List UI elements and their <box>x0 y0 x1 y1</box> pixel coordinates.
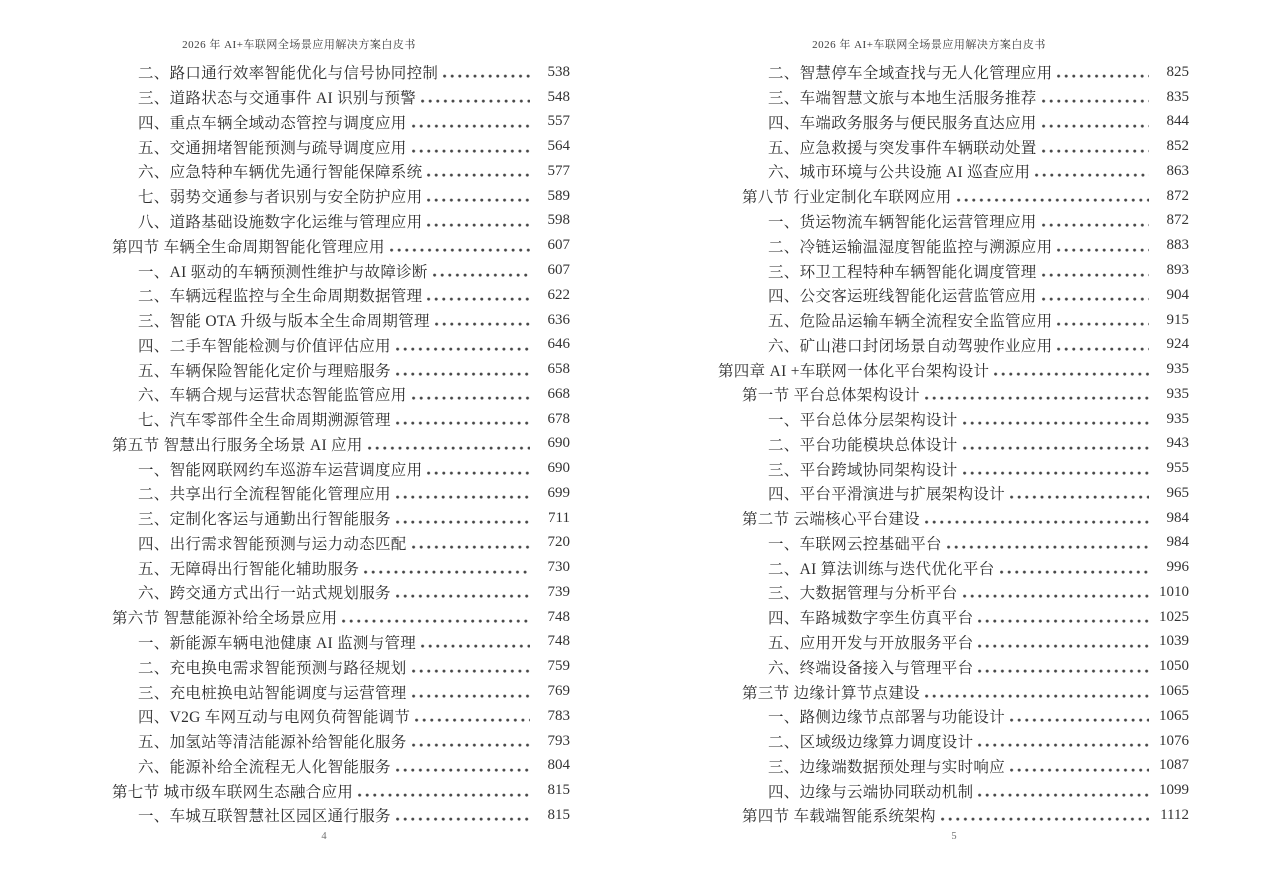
toc-entry[interactable] <box>0 679 630 704</box>
toc-entry-title: 六、跨交通方式出行一站式规划服务 <box>138 585 391 603</box>
dot-leader <box>1042 223 1149 227</box>
dot-leader <box>1057 323 1149 327</box>
toc-entry[interactable] <box>0 481 630 506</box>
toc-entry-title: 三、环卫工程特种车辆智能化调度管理 <box>768 263 1037 281</box>
toc-entry-pagenum: 1065 <box>1159 683 1189 700</box>
toc-entry[interactable] <box>630 159 1260 184</box>
toc-entry[interactable] <box>630 531 1260 556</box>
toc-entry-pagenum: 636 <box>547 311 570 328</box>
toc-entry-pagenum: 943 <box>1166 435 1189 452</box>
dot-leader <box>412 149 530 153</box>
dot-leader <box>396 422 530 426</box>
toc-entry[interactable] <box>630 679 1260 704</box>
toc-entry[interactable] <box>0 555 630 580</box>
dot-leader <box>443 75 530 79</box>
dot-leader <box>358 793 530 797</box>
toc-entry-pagenum: 915 <box>1166 311 1189 328</box>
toc-entry[interactable] <box>0 110 630 135</box>
toc-entry[interactable] <box>630 258 1260 283</box>
dot-leader <box>1000 570 1149 574</box>
toc-entry[interactable] <box>0 159 630 184</box>
toc-entry-title: 三、大数据管理与分析平台 <box>768 585 958 603</box>
toc-entry-title: 四、边缘与云端协同联动机制 <box>768 783 974 801</box>
toc-entry-title: 第四节 车辆全生命周期智能化管理应用 <box>112 238 385 256</box>
toc-entry[interactable] <box>630 555 1260 580</box>
dot-leader <box>963 471 1149 475</box>
toc-entry-title: 第一节 平台总体架构设计 <box>742 387 920 405</box>
toc-entry-pagenum: 668 <box>547 385 570 402</box>
dot-leader <box>963 446 1149 450</box>
toc-entry-pagenum: 622 <box>547 286 570 303</box>
toc-entry-pagenum: 984 <box>1166 534 1189 551</box>
page-number-footer-right: 5 <box>951 830 957 842</box>
dot-leader <box>412 694 530 698</box>
toc-entry[interactable] <box>0 407 630 432</box>
toc-entry-pagenum: 965 <box>1166 484 1189 501</box>
toc-entry[interactable] <box>630 283 1260 308</box>
toc-entry-title: 一、AI 驱动的车辆预测性维护与故障诊断 <box>138 263 428 281</box>
dot-leader <box>978 644 1149 648</box>
toc-entry-pagenum: 730 <box>547 559 570 576</box>
dot-leader <box>1057 347 1149 351</box>
toc-entry-title: 四、平台平滑演进与扩展架构设计 <box>768 486 1006 504</box>
toc-entry[interactable] <box>630 407 1260 432</box>
toc-entry-pagenum: 748 <box>547 633 570 650</box>
toc-entry-pagenum: 984 <box>1166 509 1189 526</box>
dot-leader <box>978 744 1149 748</box>
toc-entry-pagenum: 1010 <box>1159 583 1189 600</box>
toc-entry[interactable] <box>630 431 1260 456</box>
toc-entry[interactable] <box>0 729 630 754</box>
toc-entry-pagenum: 646 <box>547 336 570 353</box>
toc-entry[interactable] <box>0 233 630 258</box>
toc-entry-pagenum: 955 <box>1166 460 1189 477</box>
toc-entry-pagenum: 1039 <box>1159 633 1189 650</box>
toc-entry-pagenum: 793 <box>547 732 570 749</box>
toc-entry-title: 第四章 AI +车联网一体化平台架构设计 <box>718 362 990 380</box>
toc-entry-title: 六、矿山港口封闭场景自动驾驶作业应用 <box>768 337 1053 355</box>
toc-entry-pagenum: 815 <box>547 782 570 799</box>
dot-leader <box>396 521 530 525</box>
dot-leader <box>396 818 530 822</box>
toc-entry-title: 五、应急救援与突发事件车辆联动处置 <box>768 139 1037 157</box>
dot-leader <box>421 644 530 648</box>
dot-leader <box>396 496 530 500</box>
dot-leader <box>925 694 1149 698</box>
toc-entry-title: 一、智能网联网约车巡游车运营调度应用 <box>138 461 423 479</box>
dot-leader <box>433 273 530 277</box>
toc-entry-title: 三、边缘端数据预处理与实时响应 <box>768 758 1006 776</box>
toc-entry-title: 第五节 智慧出行服务全场景 AI 应用 <box>112 436 363 454</box>
toc-entry-title: 四、二手车智能检测与价值评估应用 <box>138 337 391 355</box>
toc-entry-title: 四、重点车辆全域动态管控与调度应用 <box>138 114 407 132</box>
toc-entry-pagenum: 759 <box>547 658 570 675</box>
dot-leader <box>412 744 530 748</box>
toc-entry[interactable] <box>630 506 1260 531</box>
dot-leader <box>1042 124 1149 128</box>
toc-entry[interactable] <box>630 85 1260 110</box>
toc-entry[interactable] <box>0 580 630 605</box>
toc-entry-pagenum: 872 <box>1166 187 1189 204</box>
toc-entry-title: 二、AI 算法训练与迭代优化平台 <box>768 560 995 578</box>
toc-entry-pagenum: 607 <box>547 237 570 254</box>
toc-entry[interactable] <box>630 654 1260 679</box>
toc-entry-pagenum: 935 <box>1166 385 1189 402</box>
toc-entry-pagenum: 835 <box>1166 88 1189 105</box>
toc-page-right <box>630 0 1260 895</box>
toc-entry-pagenum: 739 <box>547 583 570 600</box>
dot-leader <box>1035 174 1149 178</box>
toc-entry-title: 一、新能源车辆电池健康 AI 监测与管理 <box>138 634 417 652</box>
toc-entry-pagenum: 577 <box>547 162 570 179</box>
toc-entry-pagenum: 548 <box>547 88 570 105</box>
dot-leader <box>963 422 1149 426</box>
toc-entry-pagenum: 883 <box>1166 237 1189 254</box>
toc-entry-pagenum: 538 <box>547 63 570 80</box>
toc-entry-pagenum: 893 <box>1166 262 1189 278</box>
dot-leader <box>1042 149 1149 153</box>
toc-entry-title: 第二节 云端核心平台建设 <box>742 511 920 529</box>
dot-leader <box>412 124 530 128</box>
toc-entry-title: 三、道路状态与交通事件 AI 识别与预警 <box>138 90 417 108</box>
toc-entry-pagenum: 872 <box>1166 212 1189 229</box>
dot-leader <box>412 397 530 401</box>
toc-entry-pagenum: 935 <box>1166 410 1189 427</box>
toc-entry-title: 三、定制化客运与通勤出行智能服务 <box>138 511 391 529</box>
toc-entry-pagenum: 783 <box>547 707 570 724</box>
toc-entry-title: 二、智慧停车全域查找与无人化管理应用 <box>768 65 1053 83</box>
toc-entry-pagenum: 690 <box>547 460 570 477</box>
dot-leader <box>412 545 530 549</box>
toc-entry-title: 二、共享出行全流程智能化管理应用 <box>138 486 391 504</box>
toc-entry-title: 第八节 行业定制化车联网应用 <box>742 189 952 207</box>
toc-entry-pagenum: 1025 <box>1159 608 1189 625</box>
dot-leader <box>368 446 530 450</box>
dot-leader <box>1042 100 1149 104</box>
dot-leader <box>925 397 1149 401</box>
toc-entry[interactable] <box>630 456 1260 481</box>
toc-entry[interactable] <box>0 209 630 234</box>
toc-entry-pagenum: 564 <box>547 138 570 155</box>
toc-entry-pagenum: 658 <box>547 361 570 378</box>
dot-leader <box>978 620 1149 624</box>
dot-leader <box>421 100 530 104</box>
toc-entry[interactable] <box>0 605 630 630</box>
toc-entry[interactable] <box>0 704 630 729</box>
toc-entry-title: 一、车联网云控基础平台 <box>768 535 942 553</box>
toc-entry-pagenum: 769 <box>547 683 570 700</box>
dot-leader <box>994 372 1149 376</box>
dot-leader <box>396 347 530 351</box>
toc-entry-pagenum: 699 <box>547 484 570 501</box>
toc-entry-title: 六、能源补给全流程无人化智能服务 <box>138 758 391 776</box>
dot-leader <box>978 793 1149 797</box>
toc-entry-pagenum: 690 <box>547 435 570 452</box>
toc-entry-title: 第七节 城市级车联网生态融合应用 <box>112 783 354 801</box>
toc-list-left <box>0 60 630 828</box>
toc-entry-pagenum: 1050 <box>1159 658 1189 675</box>
toc-entry[interactable] <box>0 184 630 209</box>
dot-leader <box>963 595 1149 599</box>
dot-leader <box>396 595 530 599</box>
toc-list-right <box>630 60 1260 828</box>
dot-leader <box>396 372 530 376</box>
toc-entry[interactable] <box>0 332 630 357</box>
toc-entry-title: 二、路口通行效率智能优化与信号协同控制 <box>138 65 439 83</box>
toc-entry[interactable] <box>0 531 630 556</box>
dot-leader <box>412 669 530 673</box>
dot-leader <box>427 223 530 227</box>
toc-entry-pagenum: 720 <box>547 534 570 551</box>
toc-entry-title: 一、货运物流车辆智能化运营管理应用 <box>768 213 1037 231</box>
toc-entry-title: 五、危险品运输车辆全流程安全监管应用 <box>768 313 1053 331</box>
toc-entry-title: 二、平台功能模块总体设计 <box>768 436 958 454</box>
toc-entry-pagenum: 557 <box>547 113 570 130</box>
toc-entry-pagenum: 844 <box>1166 113 1189 130</box>
toc-entry[interactable] <box>630 778 1260 803</box>
toc-entry-title: 八、道路基础设施数字化运维与管理应用 <box>138 213 423 231</box>
dot-leader <box>957 199 1149 203</box>
toc-entry-pagenum: 748 <box>547 608 570 625</box>
toc-entry-title: 五、应用开发与开放服务平台 <box>768 634 974 652</box>
toc-entry[interactable] <box>0 456 630 481</box>
toc-entry[interactable] <box>0 60 630 85</box>
toc-entry-title: 六、车辆合规与运营状态智能监管应用 <box>138 387 407 405</box>
toc-entry[interactable] <box>630 332 1260 357</box>
toc-entry-pagenum: 589 <box>547 187 570 204</box>
toc-entry[interactable] <box>0 431 630 456</box>
toc-entry-title: 五、交通拥堵智能预测与疏导调度应用 <box>138 139 407 157</box>
toc-entry-title: 四、车路城数字孪生仿真平台 <box>768 610 974 628</box>
toc-entry-title: 三、车端智慧文旅与本地生活服务推荐 <box>768 90 1037 108</box>
toc-entry[interactable] <box>0 630 630 655</box>
toc-entry-title: 三、平台跨域协同架构设计 <box>768 461 958 479</box>
dot-leader <box>1042 273 1149 277</box>
toc-entry[interactable] <box>630 357 1260 382</box>
toc-entry[interactable] <box>0 258 630 283</box>
toc-entry-pagenum: 863 <box>1166 162 1189 179</box>
toc-entry[interactable] <box>630 110 1260 135</box>
toc-entry[interactable] <box>630 704 1260 729</box>
toc-entry-pagenum: 924 <box>1166 336 1189 353</box>
toc-entry[interactable] <box>630 184 1260 209</box>
toc-entry-title: 第六节 智慧能源补给全场景应用 <box>112 610 338 628</box>
toc-entry-title: 四、出行需求智能预测与运力动态匹配 <box>138 535 407 553</box>
toc-entry-pagenum: 815 <box>547 806 570 823</box>
toc-entry-title: 四、车端政务服务与便民服务直达应用 <box>768 114 1037 132</box>
toc-entry-title: 二、充电换电需求智能预测与路径规划 <box>138 659 407 677</box>
toc-entry-title: 五、车辆保险智能化定价与理赔服务 <box>138 362 391 380</box>
toc-entry[interactable] <box>630 481 1260 506</box>
toc-entry[interactable] <box>630 209 1260 234</box>
dot-leader <box>364 570 530 574</box>
toc-entry-pagenum: 678 <box>547 410 570 427</box>
dot-leader <box>925 521 1149 525</box>
toc-entry[interactable] <box>630 134 1260 159</box>
dot-leader <box>390 248 530 252</box>
dot-leader <box>427 298 530 302</box>
toc-entry-title: 第四节 车载端智能系统架构 <box>742 808 936 826</box>
dot-leader <box>415 719 530 723</box>
dot-leader <box>978 669 1149 673</box>
toc-entry-pagenum: 935 <box>1166 361 1189 378</box>
running-header-left: 2026 年 AI+车联网全场景应用解决方案白皮书 <box>182 39 416 51</box>
toc-entry-pagenum: 904 <box>1166 286 1189 303</box>
toc-entry-title: 五、无障碍出行智能化辅助服务 <box>138 560 360 578</box>
dot-leader <box>947 545 1149 549</box>
toc-entry-pagenum: 1087 <box>1159 757 1189 774</box>
toc-entry-title: 五、加氢站等清洁能源补给智能化服务 <box>138 734 407 752</box>
toc-entry-title: 三、充电桩换电站智能调度与运营管理 <box>138 684 407 702</box>
dot-leader <box>941 818 1149 822</box>
toc-entry[interactable] <box>630 753 1260 778</box>
dot-leader <box>396 768 530 772</box>
dot-leader <box>1010 768 1149 772</box>
toc-entry-title: 三、智能 OTA 升级与版本全生命周期管理 <box>138 313 430 331</box>
toc-entry[interactable] <box>0 654 630 679</box>
toc-entry[interactable] <box>630 605 1260 630</box>
toc-entry-title: 一、平台总体分层架构设计 <box>768 412 958 430</box>
toc-page-left <box>0 0 630 895</box>
toc-entry-title: 二、冷链运输温湿度智能监控与溯源应用 <box>768 238 1053 256</box>
toc-entry-title: 七、弱势交通参与者识别与安全防护应用 <box>138 189 423 207</box>
toc-entry-pagenum: 598 <box>547 212 570 229</box>
toc-entry[interactable] <box>0 506 630 531</box>
toc-entry[interactable] <box>0 283 630 308</box>
toc-entry-pagenum: 1112 <box>1160 806 1189 823</box>
toc-entry[interactable] <box>630 233 1260 258</box>
toc-entry-title: 六、应急特种车辆优先通行智能保障系统 <box>138 164 423 182</box>
toc-entry[interactable] <box>630 580 1260 605</box>
toc-entry-pagenum: 825 <box>1166 63 1189 80</box>
toc-entry[interactable] <box>0 778 630 803</box>
toc-entry[interactable] <box>0 134 630 159</box>
toc-entry-pagenum: 1099 <box>1159 782 1189 799</box>
toc-entry[interactable] <box>0 357 630 382</box>
toc-entry[interactable] <box>630 729 1260 754</box>
toc-entry[interactable] <box>630 803 1260 828</box>
dot-leader <box>427 199 530 203</box>
toc-entry[interactable] <box>0 308 630 333</box>
toc-entry[interactable] <box>0 382 630 407</box>
dot-leader <box>1057 75 1149 79</box>
running-header-right: 2026 年 AI+车联网全场景应用解决方案白皮书 <box>812 39 1046 51</box>
toc-entry-pagenum: 1076 <box>1159 732 1189 749</box>
page-number-footer-left: 4 <box>321 830 327 842</box>
dot-leader <box>427 174 530 178</box>
toc-entry[interactable] <box>0 803 630 828</box>
toc-entry[interactable] <box>630 630 1260 655</box>
toc-entry[interactable] <box>630 60 1260 85</box>
toc-entry-title: 四、V2G 车网互动与电网负荷智能调节 <box>138 709 411 727</box>
toc-entry-pagenum: 996 <box>1166 559 1189 576</box>
toc-entry[interactable] <box>0 753 630 778</box>
toc-entry-pagenum: 852 <box>1166 138 1189 155</box>
toc-entry-title: 二、车辆远程监控与全生命周期数据管理 <box>138 288 423 306</box>
toc-entry-title: 七、汽车零部件全生命周期溯源管理 <box>138 412 391 430</box>
toc-entry-title: 第三节 边缘计算节点建设 <box>742 684 920 702</box>
toc-entry-pagenum: 607 <box>547 262 570 278</box>
dot-leader <box>1042 298 1149 302</box>
toc-entry-title: 四、公交客运班线智能化运营监管应用 <box>768 288 1037 306</box>
toc-entry-pagenum: 711 <box>548 509 570 526</box>
toc-entry-title: 六、终端设备接入与管理平台 <box>768 659 974 677</box>
dot-leader <box>427 471 530 475</box>
toc-entry[interactable] <box>0 85 630 110</box>
toc-entry-title: 一、路侧边缘节点部署与功能设计 <box>768 709 1006 727</box>
dot-leader <box>1057 248 1149 252</box>
dot-leader <box>1010 719 1149 723</box>
toc-entry-title: 一、车城互联智慧社区园区通行服务 <box>138 808 391 826</box>
dot-leader <box>342 620 530 624</box>
dot-leader <box>1010 496 1149 500</box>
toc-entry-pagenum: 804 <box>547 757 570 774</box>
toc-entry-pagenum: 1065 <box>1159 707 1189 724</box>
toc-entry-title: 六、城市环境与公共设施 AI 巡查应用 <box>768 164 1031 182</box>
dot-leader <box>435 323 530 327</box>
toc-entry[interactable] <box>630 308 1260 333</box>
toc-entry[interactable] <box>630 382 1260 407</box>
toc-entry-title: 二、区域级边缘算力调度设计 <box>768 734 974 752</box>
